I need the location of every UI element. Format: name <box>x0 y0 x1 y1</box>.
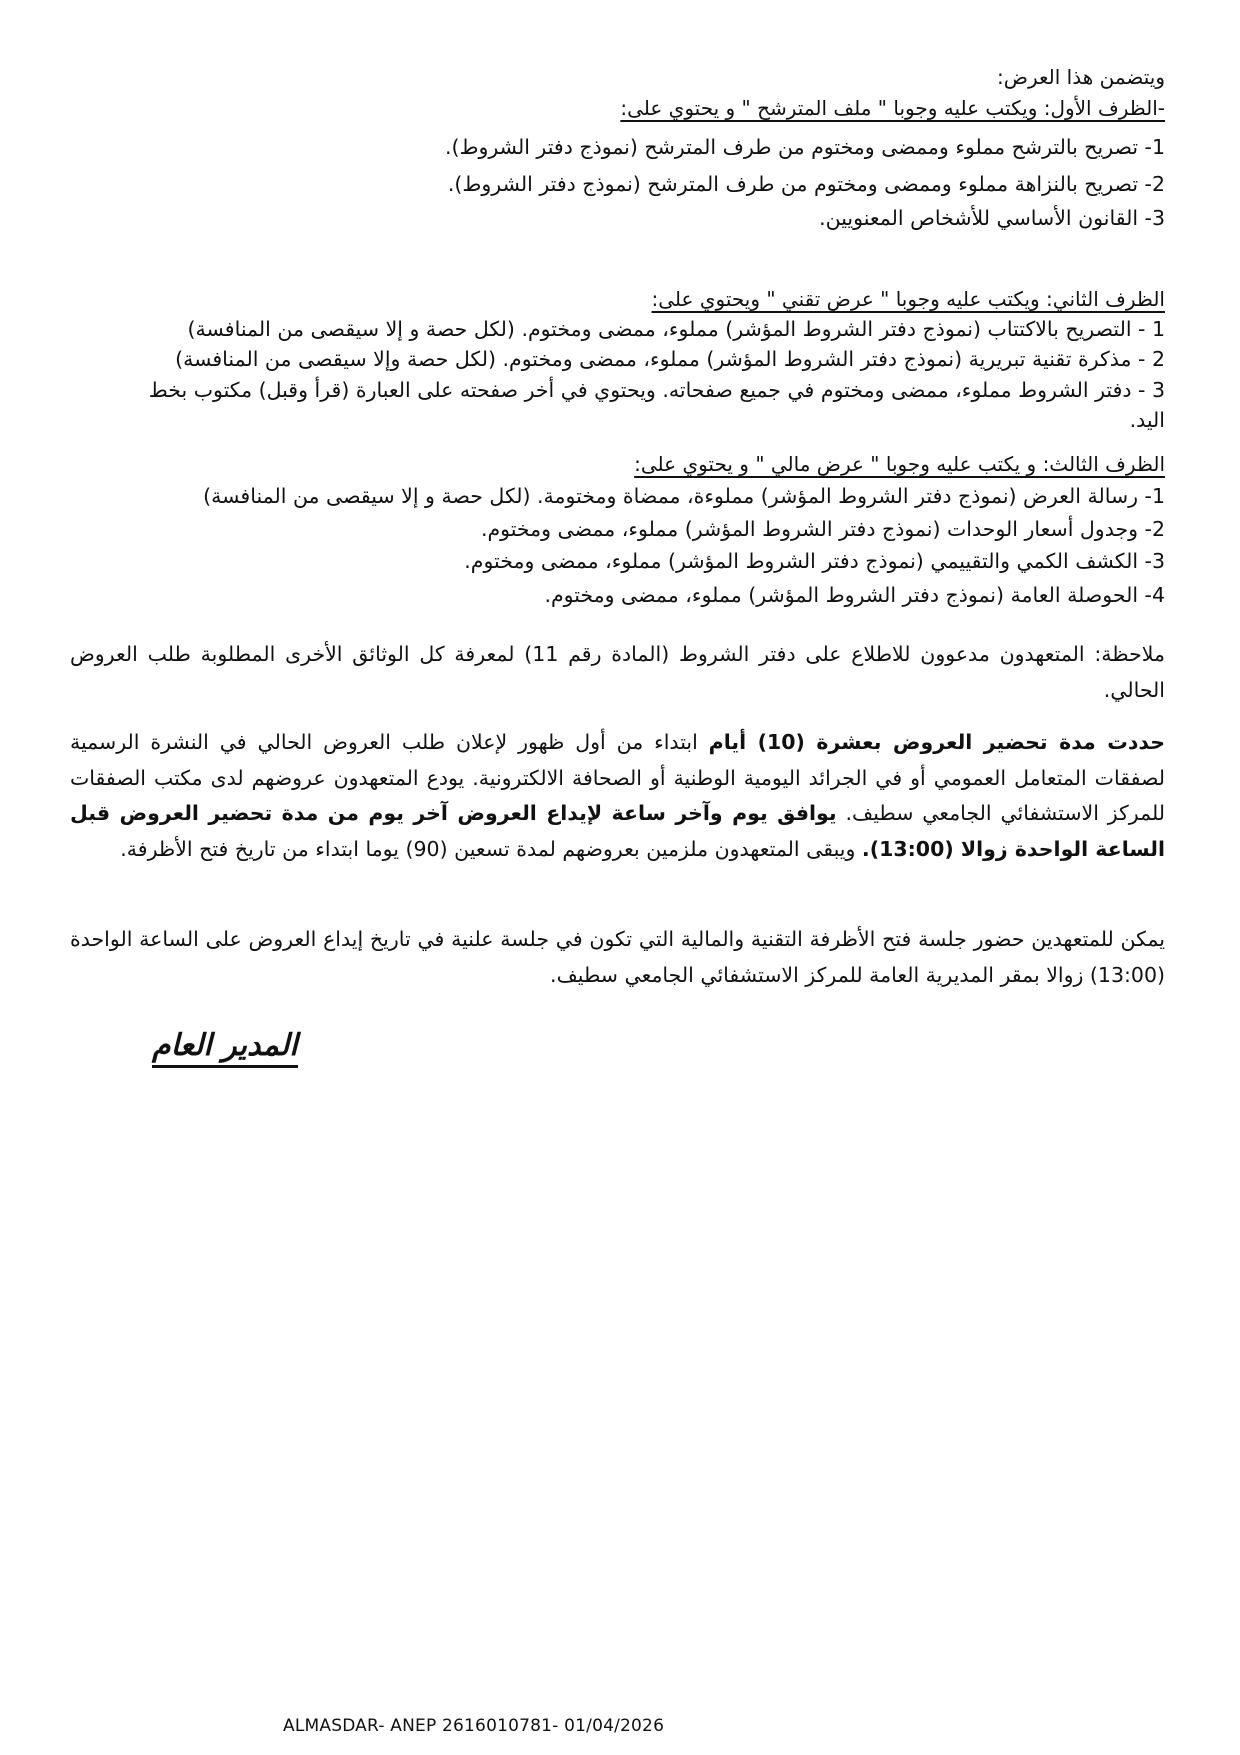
envelope-3-heading: الظرف الثالث: و يكتب عليه وجوبا " عرض مالي " و يحتوي على: <box>634 452 1165 476</box>
envelope-1-heading: -الظرف الأول: ويكتب عليه وجوبا " ملف المترشح " و يحتوي على: <box>620 96 1165 120</box>
note-paragraph: ملاحظة: المتعهدون مدعوون للاطلاع على دفتر الشروط (المادة رقم 11) لمعرفة كل الوثائق الأخرى المطلوبة طلب العروض الحالي. <box>70 642 1165 702</box>
envelope-3-item: 4- الحوصلة العامة (نموذج دفتر الشروط المؤشر) مملوء، ممضى ومختوم. <box>544 583 1165 607</box>
envelope-3-item: 1- رسالة العرض (نموذج دفتر الشروط المؤشر) مملوءة، ممضاة ومختومة. (لكل حصة و إلا سيقصى من المنافسة) <box>203 484 1165 508</box>
envelope-2-heading: الظرف الثاني: ويكتب عليه وجوبا " عرض تقني " ويحتوي على: <box>651 287 1165 311</box>
signature-director-general: المدير العام <box>152 1028 298 1068</box>
envelope-2-item: اليد. <box>1129 408 1165 432</box>
envelope-3-item: 2- وجدول أسعار الوحدات (نموذج دفتر الشروط المؤشر) مملوء، ممضى ومختوم. <box>480 517 1165 541</box>
envelope-2-item: 1 - التصريح بالاكتتاب (نموذج دفتر الشروط المؤشر) مملوء، ممضى ومختوم. (لكل حصة و إلا سيقصى من المنافسة) <box>187 317 1165 341</box>
deadline-text-2: ويبقى المتعهدون ملزمين بعروضهم لمدة تسعين (90) يوما ابتداء من تاريخ فتح الأظرفة. <box>120 836 862 861</box>
envelope-2-item: 2 - مذكرة تقنية تبريرية (نموذج دفتر الشروط المؤشر) مملوء، ممضى ومختوم. (لكل حصة وإلا سيقصى من المنافسة) <box>175 347 1165 371</box>
deadline-bold-1: حددت مدة تحضير العروض بعشرة (10) أيام <box>708 730 1166 754</box>
envelope-1-item: 1- تصريح بالترشح مملوء وممضى ومختوم من طرف المترشح (نموذج دفتر الشروط). <box>445 135 1165 159</box>
footer-reference: ALMASDAR- ANEP 2616010781- 01/04/2026 <box>283 1716 665 1736</box>
envelope-2-item: 3 - دفتر الشروط مملوء، ممضى ومختوم في جميع صفحاته. ويحتوي في أخر صفحته على العبارة (قرأ وقبل) مكتوب بخط <box>148 378 1165 402</box>
deadline-text-1: ابتداء من أول ظهور لإعلان طلب العروض الحالي في النشرة الرسمية لصفقات المتعامل العمومي أو في الجرائد اليومية الوطنية أو الصحافة الالكترونية. يودع المتعهدون عروضهم لدى مكتب الصفقات للمركز الاستشفائي الجامعي سطيف. <box>70 730 1166 825</box>
opening-session-paragraph: يمكن للمتعهدين حضور جلسة فتح الأظرفة التقنية والمالية التي تكون في جلسة علنية في تاريخ إيداع العروض على الساعة الواحدة (13:00) زوالا بمقر المديرية العامة للمركز الاستشفائي الجامعي سطيف. <box>70 927 1165 987</box>
deadline-paragraph <box>70 725 1165 867</box>
envelope-1-item: 2- تصريح بالنزاهة مملوء وممضى ومختوم من طرف المترشح (نموذج دفتر الشروط). <box>447 172 1165 196</box>
envelope-1-item: 3- القانون الأساسي للأشخاص المعنويين. <box>819 206 1165 230</box>
envelope-3-item: 3- الكشف الكمي والتقييمي (نموذج دفتر الشروط المؤشر) مملوء، ممضى ومختوم. <box>464 549 1165 573</box>
intro-text: ويتضمن هذا العرض: <box>997 65 1165 89</box>
deadline-bold-2: يوافق يوم وآخر ساعة لإيداع العروض آخر يوم من مدة تحضير العروض قبل الساعة الواحدة زوالا (13:00). <box>70 801 1165 861</box>
